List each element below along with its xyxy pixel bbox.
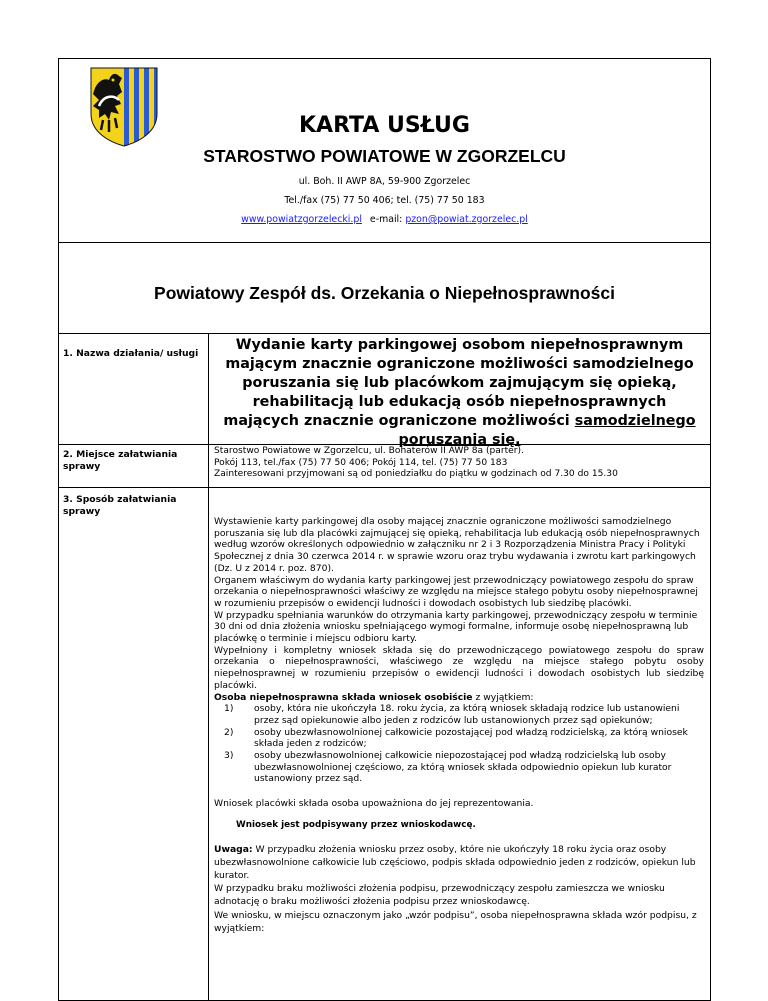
service-name: [209, 334, 710, 448]
row-label: 3. Sposób załatwiania sprawy: [59, 488, 209, 1000]
paragraph: W przypadku braku możliwości złożenia podpisu, przewodniczący zespołu zamieszcza we wniosku adnotację o braku możliwości złożenia podpisu przez wnioskodawcę.: [214, 883, 665, 908]
location-line: Starostwo Powiatowe w Zgorzelcu, ul. Bohaterów II AWP 8a (parter).: [214, 446, 524, 456]
header: [59, 59, 710, 243]
page-title: KARTA USŁUG: [299, 113, 470, 138]
location-line: Pokój 113, tel./fax (75) 77 50 406; Pokój 114, tel. (75) 77 50 183: [214, 457, 508, 468]
paragraph: Wypełniony i kompletny wniosek składa się do przewodniczącego powiatowego zespołu do spraw orzekania o niepełnosprawności, właściwego ze względu na miejsce stałego pobytu osoby niepełnosprawnej w rozumieniu przepisów o ewidencji ludności i dowodach osobistych lub siedzibę placówki.: [214, 644, 704, 691]
team-section: [59, 243, 710, 334]
service-card: [58, 58, 711, 1001]
list-number: 3): [224, 750, 234, 762]
contact-line: [59, 214, 710, 225]
paragraph: [214, 843, 704, 883]
procedure-text: [209, 488, 710, 1000]
paragraph: Wniosek jest podpisywany przez wnioskodawcę.: [236, 819, 476, 830]
paragraph: We wniosku, w miejscu oznaczonym jako „wzór podpisu”, osoba niepełnosprawna składa wzór podpisu, z wyjątkiem:: [214, 909, 697, 934]
list-item: [224, 703, 704, 726]
paragraph-text: z wyjątkiem:: [472, 691, 534, 703]
location-text: [209, 445, 710, 487]
paragraph: [214, 692, 704, 704]
paragraph: Organem właściwym do wydania karty parkingowej jest przewodniczący powiatowego zespołu do spraw orzekania o niepełnosprawności właściwy ze względu na miejsce stałego pobytu osoby niepełnosprawnej w rozumieniu przepisów o ewidencji ludności i dowodach osobistych lub siedzibę placówki.: [214, 574, 698, 609]
exceptions-list: [214, 703, 704, 785]
service-name-underlined: samodzielnego poruszania się.: [398, 413, 696, 448]
list-number: 2): [224, 726, 234, 738]
row-label: 2. Miejsce załatwiania sprawy: [59, 445, 209, 487]
address-line: ul. Boh. II AWP 8A, 59-900 Zgorzelec: [298, 176, 471, 187]
row-service-name: [59, 334, 710, 448]
office-name: STAROSTWO POWIATOWE W ZGORZELCU: [203, 146, 566, 166]
row-procedure: [59, 488, 710, 1000]
bold-text: Osoba niepełnosprawna składa wniosek osobiście: [214, 691, 473, 703]
phone-line: Tel./fax (75) 77 50 406; tel. (75) 77 50 183: [284, 195, 485, 206]
row-label: 1. Nazwa działania/ usługi: [59, 334, 209, 444]
paragraph-text: W przypadku złożenia wniosku przez osoby, które nie ukończyły 18 roku życia oraz osoby ubezwłasnowolnione całkowicie lub częściowo, podpis składa odpowiednio jeden z rodziców, opiekun lub kurator.: [214, 843, 696, 881]
email-link[interactable]: pzon@powiat.zgorzelec.pl: [405, 214, 528, 225]
paragraph: W przypadku spełniania warunków do otrzymania karty parkingowej, przewodniczący zespołu w terminie 30 dni od dnia złożenia wniosku spełniającego wymogi formalne, informuje osobę niepełnosprawną lub placówkę o terminie i miejscu odbioru karty.: [214, 609, 698, 645]
team-title: Powiatowy Zespół ds. Orzekania o Niepełnosprawności: [154, 283, 615, 303]
note-label: Uwaga:: [214, 843, 253, 855]
email-label: e-mail:: [369, 214, 406, 225]
list-text: osoby, która nie ukończyła 18. roku życia, za którą wniosek składają rodzice lub ustanowieni przez sąd opiekunowie albo jeden z rodziców lub ustanowionych przez sąd opiekunów;: [254, 703, 680, 726]
paragraph: Wniosek placówki składa osoba upoważniona do jej reprezentowania.: [214, 798, 534, 810]
service-name-text: Wydanie karty parkingowej osobom niepełnosprawnym mającym znacznie ograniczone możliwości samodzielnego poruszania się lub placówkom zajmującym się opieką, rehabilitacją lub edukacją osób niepełnosprawnych mających znacznie ograniczone możliwości: [223, 337, 694, 429]
paragraph: Wystawienie karty parkingowej dla osoby mającej znacznie ograniczone możliwości samodzielnego poruszania się lub dla placówki zajmującej się opieką, rehabilitacja lub edukacją osób niepełnosprawnych według wzorów określonych odpowiednio w załączniku nr 2 i 3 Rozporządzenia Ministra Pracy i Polityki Społecznej z dnia 30 czerwca 2014 r. w sprawie wzoru oraz trybu wydawania i zwrotu kart parkingowych (Dz. U z 2014 r. poz. 870).: [214, 516, 700, 574]
list-number: 1): [224, 703, 234, 715]
list-item: [224, 727, 704, 750]
list-text: osoby ubezwłasnowolnionej całkowicie niepozostającej pod władzą rodzicielską lub osoby ubezwłasnowolnionej częściowo, za którą wniosek składa odpowiednio opiekun lub kurator ustanowiony przez sąd.: [254, 750, 672, 785]
list-item: [224, 750, 704, 785]
row-location: [59, 445, 710, 488]
website-link[interactable]: www.powiatzgorzelecki.pl: [241, 214, 362, 225]
list-text: osoby ubezwłasnowolnionej całkowicie pozostającej pod władzą rodzicielską, za którą wniosek składa jeden z rodziców;: [254, 726, 688, 750]
location-line: Zainteresowani przyjmowani są od poniedziałku do piątku w godzinach od 7.30 do 15.30: [214, 469, 618, 479]
